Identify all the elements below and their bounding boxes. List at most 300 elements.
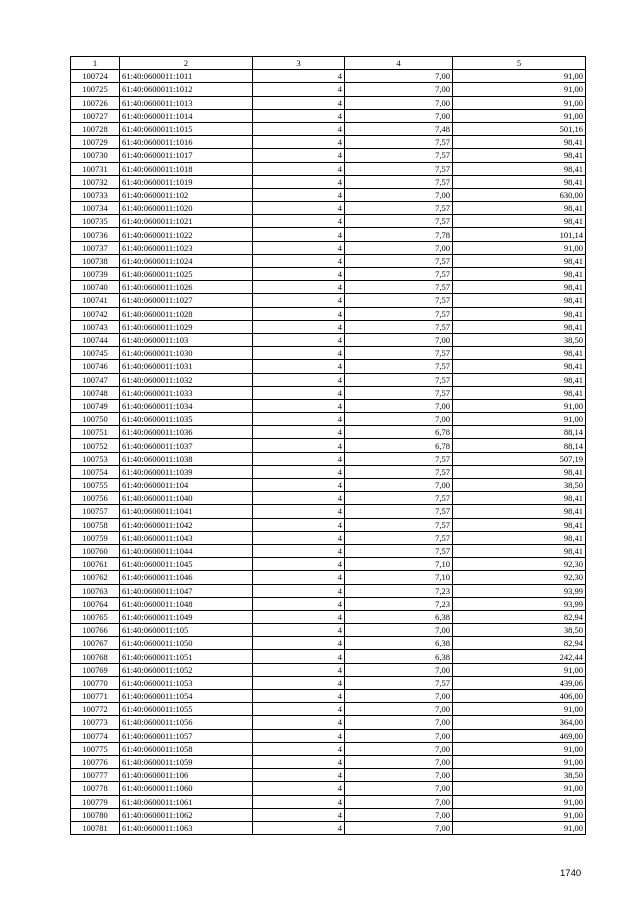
table-row [71, 294, 586, 307]
table-cell-col-4: 7,00 [345, 703, 453, 716]
table-cell-col-1: 100726 [71, 96, 120, 109]
table-cell-col-5: 101,14 [453, 228, 586, 241]
table-cell-col-1: 100731 [71, 162, 120, 175]
table-cell-col-3: 4 [253, 294, 345, 307]
table-cell-col-5: 630,00 [453, 188, 586, 201]
table-cell-col-3: 4 [253, 624, 345, 637]
table-cell-col-4: 7,57 [345, 347, 453, 360]
table-cell-col-4: 7,00 [345, 663, 453, 676]
table-cell-col-4: 7,57 [345, 149, 453, 162]
table-row [71, 70, 586, 83]
table-cell-col-2: 61:40:0600011:1048 [120, 597, 253, 610]
table-cell-col-4: 7,00 [345, 399, 453, 412]
table-row [71, 690, 586, 703]
table-cell-col-1: 100781 [71, 821, 120, 834]
table-cell-col-2: 61:40:0600011:1015 [120, 122, 253, 135]
table-row [71, 624, 586, 637]
table-cell-col-4: 7,00 [345, 769, 453, 782]
table-cell-col-3: 4 [253, 333, 345, 346]
table-cell-col-5: 98,41 [453, 202, 586, 215]
table-cell-col-3: 4 [253, 690, 345, 703]
table-cell-col-5: 98,41 [453, 136, 586, 149]
table-cell-col-1: 100730 [71, 149, 120, 162]
table-cell-col-1: 100770 [71, 676, 120, 689]
table-row [71, 492, 586, 505]
table-row [71, 808, 586, 821]
table-cell-col-5: 93,99 [453, 584, 586, 597]
table-row [71, 373, 586, 386]
table-cell-col-1: 100744 [71, 333, 120, 346]
table-cell-col-5: 406,00 [453, 690, 586, 703]
table-cell-col-2: 61:40:0600011:1063 [120, 821, 253, 834]
table-cell-col-2: 61:40:0600011:1040 [120, 492, 253, 505]
table-row [71, 399, 586, 412]
table-cell-col-4: 6,38 [345, 637, 453, 650]
table-cell-col-3: 4 [253, 215, 345, 228]
table-cell-col-5: 98,41 [453, 465, 586, 478]
table-row [71, 96, 586, 109]
table-cell-col-4: 7,00 [345, 742, 453, 755]
table-cell-col-3: 4 [253, 241, 345, 254]
table-cell-col-3: 4 [253, 439, 345, 452]
table-cell-col-2: 61:40:0600011:1028 [120, 307, 253, 320]
table-cell-col-1: 100740 [71, 281, 120, 294]
table-cell-col-3: 4 [253, 729, 345, 742]
table-cell-col-5: 98,41 [453, 307, 586, 320]
table-row [71, 386, 586, 399]
table-cell-col-4: 7,00 [345, 96, 453, 109]
table-cell-col-5: 98,41 [453, 347, 586, 360]
table-cell-col-1: 100763 [71, 584, 120, 597]
table-cell-col-1: 100778 [71, 782, 120, 795]
table-cell-col-3: 4 [253, 307, 345, 320]
table-cell-col-4: 7,57 [345, 268, 453, 281]
table-cell-col-4: 7,57 [345, 544, 453, 557]
page-number: 1740 [560, 868, 582, 879]
table-cell-col-1: 100769 [71, 663, 120, 676]
table-cell-col-1: 100780 [71, 808, 120, 821]
header-row [71, 57, 586, 70]
table-cell-col-3: 4 [253, 716, 345, 729]
table-cell-col-3: 4 [253, 452, 345, 465]
table-cell-col-4: 7,00 [345, 782, 453, 795]
table-cell-col-1: 100746 [71, 360, 120, 373]
table-cell-col-4: 7,00 [345, 479, 453, 492]
table-cell-col-3: 4 [253, 492, 345, 505]
table-cell-col-1: 100760 [71, 544, 120, 557]
table-cell-col-2: 61:40:0600011:1033 [120, 386, 253, 399]
table-cell-col-4: 7,00 [345, 188, 453, 201]
table-cell-col-2: 61:40:0600011:1039 [120, 465, 253, 478]
table-cell-col-1: 100739 [71, 268, 120, 281]
table-row [71, 505, 586, 518]
table-cell-col-5: 98,41 [453, 294, 586, 307]
table-cell-col-2: 61:40:0600011:1014 [120, 109, 253, 122]
table-cell-col-2: 61:40:0600011:1018 [120, 162, 253, 175]
header-col-3: 3 [253, 57, 345, 70]
table-cell-col-1: 100772 [71, 703, 120, 716]
table-header [71, 57, 586, 70]
table-cell-col-5: 91,00 [453, 663, 586, 676]
table-cell-col-3: 4 [253, 663, 345, 676]
table-cell-col-3: 4 [253, 637, 345, 650]
table-cell-col-4: 7,57 [345, 386, 453, 399]
table-cell-col-3: 4 [253, 518, 345, 531]
table-cell-col-2: 61:40:0600011:1029 [120, 320, 253, 333]
table-row [71, 281, 586, 294]
table-cell-col-3: 4 [253, 281, 345, 294]
table-cell-col-5: 98,41 [453, 254, 586, 267]
table-cell-col-4: 7,57 [345, 492, 453, 505]
table-cell-col-4: 7,57 [345, 360, 453, 373]
table-cell-col-1: 100766 [71, 624, 120, 637]
table-cell-col-5: 92,30 [453, 571, 586, 584]
table-cell-col-3: 4 [253, 83, 345, 96]
data-table [70, 56, 586, 835]
table-row [71, 584, 586, 597]
table-cell-col-2: 61:40:0600011:1060 [120, 782, 253, 795]
table-cell-col-2: 61:40:0600011:1030 [120, 347, 253, 360]
table-row [71, 241, 586, 254]
table-row [71, 479, 586, 492]
table-row [71, 268, 586, 281]
table-row [71, 650, 586, 663]
table-cell-col-5: 91,00 [453, 821, 586, 834]
table-cell-col-2: 61:40:0600011:1022 [120, 228, 253, 241]
table-row [71, 742, 586, 755]
table-cell-col-3: 4 [253, 597, 345, 610]
table-cell-col-4: 6,38 [345, 650, 453, 663]
header-col-2: 2 [120, 57, 253, 70]
table-row [71, 821, 586, 834]
table-cell-col-1: 100732 [71, 175, 120, 188]
table-cell-col-5: 469,00 [453, 729, 586, 742]
table-cell-col-1: 100737 [71, 241, 120, 254]
table-cell-col-2: 61:40:0600011:1024 [120, 254, 253, 267]
table-cell-col-4: 6,78 [345, 426, 453, 439]
table-cell-col-3: 4 [253, 505, 345, 518]
table-cell-col-1: 100751 [71, 426, 120, 439]
table-cell-col-3: 4 [253, 70, 345, 83]
table-cell-col-2: 61:40:0600011:1045 [120, 558, 253, 571]
table-cell-col-5: 98,41 [453, 492, 586, 505]
table-row [71, 755, 586, 768]
table-row [71, 518, 586, 531]
table-cell-col-2: 61:40:0600011:1041 [120, 505, 253, 518]
table-row [71, 136, 586, 149]
table-cell-col-4: 7,10 [345, 558, 453, 571]
table-cell-col-3: 4 [253, 755, 345, 768]
table-cell-col-5: 98,41 [453, 281, 586, 294]
table-cell-col-3: 4 [253, 544, 345, 557]
table-cell-col-1: 100773 [71, 716, 120, 729]
table-row [71, 426, 586, 439]
table-cell-col-3: 4 [253, 782, 345, 795]
table-cell-col-5: 82,94 [453, 610, 586, 623]
table-cell-col-1: 100747 [71, 373, 120, 386]
table-cell-col-1: 100777 [71, 769, 120, 782]
table-cell-col-5: 91,00 [453, 83, 586, 96]
table-cell-col-2: 61:40:0600011:1062 [120, 808, 253, 821]
table-cell-col-1: 100775 [71, 742, 120, 755]
header-col-5: 5 [453, 57, 586, 70]
table-cell-col-4: 6,38 [345, 610, 453, 623]
table-cell-col-4: 7,48 [345, 122, 453, 135]
table-cell-col-5: 98,41 [453, 149, 586, 162]
table-cell-col-2: 61:40:0600011:1020 [120, 202, 253, 215]
table-cell-col-5: 98,41 [453, 268, 586, 281]
table-cell-col-3: 4 [253, 175, 345, 188]
table-cell-col-5: 364,00 [453, 716, 586, 729]
table-cell-col-5: 91,00 [453, 795, 586, 808]
table-cell-col-1: 100767 [71, 637, 120, 650]
table-row [71, 663, 586, 676]
table-cell-col-3: 4 [253, 96, 345, 109]
table-cell-col-3: 4 [253, 202, 345, 215]
table-cell-col-5: 91,00 [453, 703, 586, 716]
table-cell-col-4: 7,57 [345, 307, 453, 320]
table-cell-col-1: 100762 [71, 571, 120, 584]
table-row [71, 109, 586, 122]
table-cell-col-1: 100741 [71, 294, 120, 307]
table-cell-col-1: 100733 [71, 188, 120, 201]
table-cell-col-3: 4 [253, 808, 345, 821]
table-cell-col-2: 61:40:0600011:1057 [120, 729, 253, 742]
table-body [71, 70, 586, 835]
table-cell-col-2: 61:40:0600011:1053 [120, 676, 253, 689]
table-cell-col-5: 98,41 [453, 505, 586, 518]
table-cell-col-3: 4 [253, 531, 345, 544]
table-row [71, 544, 586, 557]
table-cell-col-3: 4 [253, 399, 345, 412]
table-cell-col-1: 100745 [71, 347, 120, 360]
table-cell-col-2: 61:40:0600011:1047 [120, 584, 253, 597]
table-cell-col-5: 98,41 [453, 544, 586, 557]
table-cell-col-3: 4 [253, 650, 345, 663]
table-row [71, 228, 586, 241]
table-cell-col-4: 7,00 [345, 70, 453, 83]
table-cell-col-4: 7,78 [345, 228, 453, 241]
table-cell-col-4: 7,00 [345, 729, 453, 742]
table-row [71, 347, 586, 360]
table-cell-col-5: 38,50 [453, 479, 586, 492]
table-cell-col-2: 61:40:0600011:1052 [120, 663, 253, 676]
table-cell-col-4: 7,00 [345, 241, 453, 254]
table-cell-col-4: 7,00 [345, 690, 453, 703]
table-cell-col-3: 4 [253, 347, 345, 360]
table-cell-col-2: 61:40:0600011:1021 [120, 215, 253, 228]
table-row [71, 202, 586, 215]
table-cell-col-5: 501,16 [453, 122, 586, 135]
table-cell-col-3: 4 [253, 703, 345, 716]
table-cell-col-2: 61:40:0600011:1035 [120, 413, 253, 426]
table-cell-col-4: 7,00 [345, 333, 453, 346]
table-cell-col-1: 100756 [71, 492, 120, 505]
table-cell-col-2: 61:40:0600011:1059 [120, 755, 253, 768]
table-cell-col-2: 61:40:0600011:1046 [120, 571, 253, 584]
table-cell-col-2: 61:40:0600011:1058 [120, 742, 253, 755]
table-cell-col-3: 4 [253, 795, 345, 808]
table-row [71, 558, 586, 571]
table-cell-col-3: 4 [253, 769, 345, 782]
table-cell-col-3: 4 [253, 676, 345, 689]
table-cell-col-2: 61:40:0600011:103 [120, 333, 253, 346]
table-cell-col-5: 38,50 [453, 624, 586, 637]
table-cell-col-4: 7,10 [345, 571, 453, 584]
table-cell-col-3: 4 [253, 386, 345, 399]
table-cell-col-3: 4 [253, 373, 345, 386]
table-cell-col-1: 100764 [71, 597, 120, 610]
table-cell-col-1: 100754 [71, 465, 120, 478]
table-cell-col-3: 4 [253, 254, 345, 267]
table-cell-col-4: 7,57 [345, 202, 453, 215]
header-col-4: 4 [345, 57, 453, 70]
table-cell-col-3: 4 [253, 479, 345, 492]
table-cell-col-2: 61:40:0600011:1050 [120, 637, 253, 650]
table-cell-col-5: 91,00 [453, 808, 586, 821]
table-cell-col-1: 100755 [71, 479, 120, 492]
table-cell-col-1: 100759 [71, 531, 120, 544]
table-row [71, 729, 586, 742]
table-cell-col-5: 91,00 [453, 399, 586, 412]
table-cell-col-2: 61:40:0600011:1038 [120, 452, 253, 465]
table-cell-col-4: 7,57 [345, 175, 453, 188]
table-cell-col-2: 61:40:0600011:1032 [120, 373, 253, 386]
table-cell-col-5: 38,50 [453, 333, 586, 346]
table-cell-col-2: 61:40:0600011:1044 [120, 544, 253, 557]
table-cell-col-3: 4 [253, 426, 345, 439]
table-cell-col-1: 100779 [71, 795, 120, 808]
table-row [71, 610, 586, 623]
table-cell-col-5: 38,50 [453, 769, 586, 782]
table-cell-col-4: 7,00 [345, 624, 453, 637]
table-row [71, 83, 586, 96]
table-cell-col-5: 439,06 [453, 676, 586, 689]
table-cell-col-2: 61:40:0600011:1031 [120, 360, 253, 373]
table-cell-col-5: 93,99 [453, 597, 586, 610]
table-cell-col-1: 100735 [71, 215, 120, 228]
table-cell-col-5: 98,41 [453, 215, 586, 228]
table-cell-col-5: 91,00 [453, 755, 586, 768]
table-row [71, 795, 586, 808]
table-cell-col-2: 61:40:0600011:1042 [120, 518, 253, 531]
table-cell-col-2: 61:40:0600011:1055 [120, 703, 253, 716]
table-cell-col-3: 4 [253, 610, 345, 623]
table-cell-col-3: 4 [253, 228, 345, 241]
table-cell-col-4: 6,78 [345, 439, 453, 452]
table-row [71, 188, 586, 201]
table-cell-col-5: 91,00 [453, 70, 586, 83]
table-cell-col-2: 61:40:0600011:1027 [120, 294, 253, 307]
table-cell-col-2: 61:40:0600011:1025 [120, 268, 253, 281]
table-cell-col-3: 4 [253, 320, 345, 333]
table-cell-col-5: 98,41 [453, 373, 586, 386]
table-cell-col-5: 82,94 [453, 637, 586, 650]
table-cell-col-2: 61:40:0600011:1051 [120, 650, 253, 663]
table-cell-col-1: 100749 [71, 399, 120, 412]
table-cell-col-1: 100757 [71, 505, 120, 518]
table-cell-col-1: 100725 [71, 83, 120, 96]
table-row [71, 782, 586, 795]
table-cell-col-4: 7,57 [345, 505, 453, 518]
table-row [71, 360, 586, 373]
table-row [71, 769, 586, 782]
table-cell-col-4: 7,00 [345, 821, 453, 834]
table-row [71, 637, 586, 650]
table-row [71, 254, 586, 267]
table-cell-col-1: 100727 [71, 109, 120, 122]
table-cell-col-3: 4 [253, 742, 345, 755]
table-cell-col-3: 4 [253, 188, 345, 201]
table-cell-col-2: 61:40:0600011:104 [120, 479, 253, 492]
table-cell-col-3: 4 [253, 571, 345, 584]
table-cell-col-3: 4 [253, 122, 345, 135]
table-cell-col-1: 100736 [71, 228, 120, 241]
table-cell-col-4: 7,57 [345, 254, 453, 267]
table-cell-col-1: 100776 [71, 755, 120, 768]
table-cell-col-2: 61:40:0600011:1036 [120, 426, 253, 439]
table-cell-col-5: 98,41 [453, 531, 586, 544]
table-row [71, 162, 586, 175]
table-row [71, 571, 586, 584]
table-cell-col-4: 7,57 [345, 518, 453, 531]
table-cell-col-5: 242,44 [453, 650, 586, 663]
table-row [71, 320, 586, 333]
table-cell-col-5: 88,14 [453, 426, 586, 439]
table-cell-col-1: 100758 [71, 518, 120, 531]
table-cell-col-4: 7,57 [345, 320, 453, 333]
table-cell-col-1: 100743 [71, 320, 120, 333]
table-cell-col-2: 61:40:0600011:1056 [120, 716, 253, 729]
table-cell-col-1: 100753 [71, 452, 120, 465]
table-cell-col-4: 7,00 [345, 808, 453, 821]
table-cell-col-4: 7,23 [345, 597, 453, 610]
table-cell-col-4: 7,00 [345, 413, 453, 426]
table-cell-col-1: 100728 [71, 122, 120, 135]
table-row [71, 122, 586, 135]
table-cell-col-5: 91,00 [453, 109, 586, 122]
table-cell-col-5: 88,14 [453, 439, 586, 452]
table-cell-col-2: 61:40:0600011:1037 [120, 439, 253, 452]
table-cell-col-3: 4 [253, 465, 345, 478]
table-cell-col-1: 100748 [71, 386, 120, 399]
table-cell-col-2: 61:40:0600011:102 [120, 188, 253, 201]
table-cell-col-3: 4 [253, 162, 345, 175]
table-cell-col-3: 4 [253, 136, 345, 149]
table-cell-col-3: 4 [253, 821, 345, 834]
table-cell-col-2: 61:40:0600011:105 [120, 624, 253, 637]
table-cell-col-2: 61:40:0600011:1054 [120, 690, 253, 703]
table-cell-col-1: 100729 [71, 136, 120, 149]
table-cell-col-1: 100761 [71, 558, 120, 571]
table-cell-col-2: 61:40:0600011:1013 [120, 96, 253, 109]
table-cell-col-5: 91,00 [453, 782, 586, 795]
table-cell-col-2: 61:40:0600011:1011 [120, 70, 253, 83]
table-cell-col-2: 61:40:0600011:1034 [120, 399, 253, 412]
table-cell-col-1: 100724 [71, 70, 120, 83]
table-cell-col-1: 100750 [71, 413, 120, 426]
table-cell-col-4: 7,00 [345, 83, 453, 96]
table-cell-col-5: 98,41 [453, 360, 586, 373]
table-row [71, 597, 586, 610]
table-cell-col-5: 92,30 [453, 558, 586, 571]
table-cell-col-3: 4 [253, 360, 345, 373]
table-cell-col-4: 7,57 [345, 452, 453, 465]
table-cell-col-3: 4 [253, 413, 345, 426]
table-cell-col-4: 7,57 [345, 676, 453, 689]
table-row [71, 413, 586, 426]
table-cell-col-5: 91,00 [453, 241, 586, 254]
